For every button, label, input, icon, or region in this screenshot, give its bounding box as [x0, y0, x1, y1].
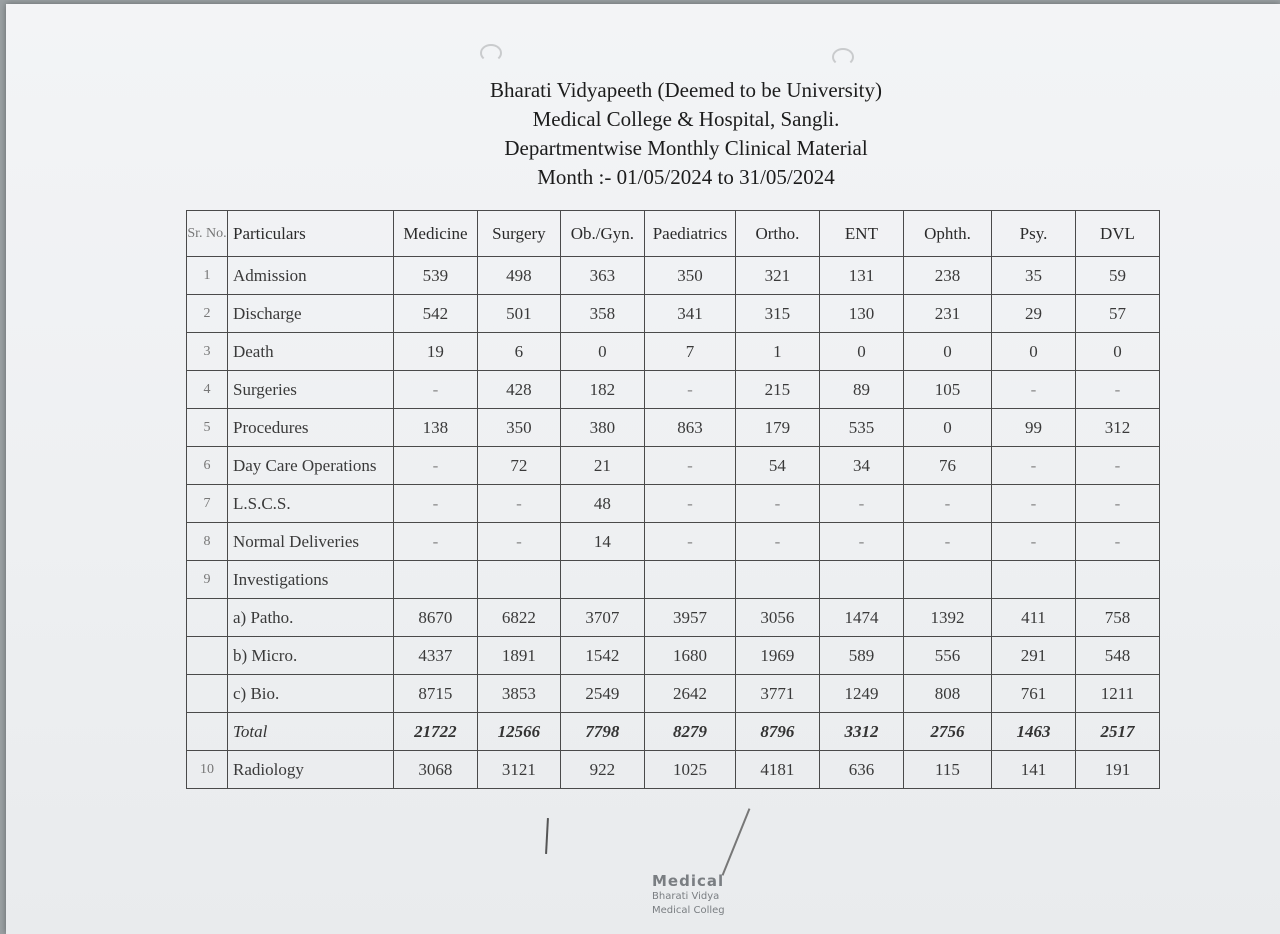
table-cell: -	[393, 523, 478, 561]
table-cell: 138	[393, 409, 478, 447]
column-header-particulars: Particulars	[227, 211, 393, 257]
table-cell: 4337	[393, 637, 478, 675]
table-cell: -	[819, 523, 903, 561]
table-cell: -	[393, 371, 478, 409]
column-header-psy: Psy.	[992, 211, 1076, 257]
table-cell: 191	[1075, 751, 1159, 789]
table-cell: 1891	[478, 637, 560, 675]
table-cell: 1211	[1075, 675, 1159, 713]
row-sr-number: 7	[187, 485, 228, 523]
table-cell: 350	[478, 409, 560, 447]
table-cell: 501	[478, 295, 560, 333]
institution-name: Bharati Vidyapeeth (Deemed to be University)	[490, 78, 882, 102]
table-row	[187, 561, 1160, 599]
row-sr-number	[187, 713, 228, 751]
table-cell: 0	[903, 333, 991, 371]
table-cell: 758	[1075, 599, 1159, 637]
table-cell: 238	[903, 257, 991, 295]
column-header-ortho: Ortho.	[735, 211, 819, 257]
table-row	[187, 713, 1160, 751]
table-cell: -	[992, 485, 1076, 523]
table-cell: 2756	[903, 713, 991, 751]
table-cell: -	[1075, 371, 1159, 409]
table-cell: 21	[560, 447, 645, 485]
table-cell: 0	[903, 409, 991, 447]
table-cell: 808	[903, 675, 991, 713]
table-row	[187, 371, 1160, 409]
table-cell: 7798	[560, 713, 645, 751]
table-cell: 358	[560, 295, 645, 333]
table-row	[187, 751, 1160, 789]
table-cell: 411	[992, 599, 1076, 637]
row-sr-number	[187, 599, 228, 637]
report-title: Departmentwise Monthly Clinical Material	[504, 136, 868, 160]
table-header-row	[187, 211, 1160, 257]
table-cell: -	[819, 485, 903, 523]
table-cell: 99	[992, 409, 1076, 447]
table-cell: 1969	[735, 637, 819, 675]
table-cell: 350	[645, 257, 736, 295]
table-cell: 57	[1075, 295, 1159, 333]
column-header-obgyn: Ob./Gyn.	[560, 211, 645, 257]
table-cell: 1680	[645, 637, 736, 675]
table-row	[187, 257, 1160, 295]
column-header-sr: Sr. No.	[187, 211, 228, 257]
table-cell: 130	[819, 295, 903, 333]
row-label: b) Micro.	[227, 637, 393, 675]
table-cell: 1392	[903, 599, 991, 637]
row-sr-number: 4	[187, 371, 228, 409]
row-sr-number: 2	[187, 295, 228, 333]
table-cell: 8670	[393, 599, 478, 637]
row-sr-number: 5	[187, 409, 228, 447]
table-cell: 35	[992, 257, 1076, 295]
table-row	[187, 295, 1160, 333]
table-cell: -	[735, 523, 819, 561]
column-header-paediatrics: Paediatrics	[645, 211, 736, 257]
table-cell: 8715	[393, 675, 478, 713]
table-cell: 589	[819, 637, 903, 675]
table-cell: 1249	[819, 675, 903, 713]
row-label: Radiology	[227, 751, 393, 789]
row-label: Discharge	[227, 295, 393, 333]
table-cell: 6	[478, 333, 560, 371]
table-cell: 8279	[645, 713, 736, 751]
table-body	[187, 257, 1160, 789]
table-cell: 76	[903, 447, 991, 485]
punch-hole	[480, 44, 502, 62]
table-cell: 2549	[560, 675, 645, 713]
table-cell: 0	[819, 333, 903, 371]
table-cell: 131	[819, 257, 903, 295]
table-cell: 341	[645, 295, 736, 333]
row-label: Normal Deliveries	[227, 523, 393, 561]
stamp-line: Medical	[652, 872, 725, 890]
row-label: Procedures	[227, 409, 393, 447]
table-cell: 54	[735, 447, 819, 485]
table-cell: 363	[560, 257, 645, 295]
table-cell: 1542	[560, 637, 645, 675]
table-cell: -	[1075, 447, 1159, 485]
table-cell: 48	[560, 485, 645, 523]
table-cell: 3707	[560, 599, 645, 637]
table-cell: 291	[992, 637, 1076, 675]
table-cell	[393, 561, 478, 599]
table-cell: 0	[560, 333, 645, 371]
row-label: Day Care Operations	[227, 447, 393, 485]
row-sr-number: 8	[187, 523, 228, 561]
row-label: Death	[227, 333, 393, 371]
row-label: Investigations	[227, 561, 393, 599]
table-cell	[735, 561, 819, 599]
table-cell: 7	[645, 333, 736, 371]
table-cell: -	[478, 485, 560, 523]
table-cell	[1075, 561, 1159, 599]
table-cell: -	[992, 523, 1076, 561]
table-cell: 548	[1075, 637, 1159, 675]
table-cell: -	[393, 485, 478, 523]
table-cell: 19	[393, 333, 478, 371]
table-cell: 231	[903, 295, 991, 333]
table-cell: 542	[393, 295, 478, 333]
table-cell: 72	[478, 447, 560, 485]
table-cell: 761	[992, 675, 1076, 713]
column-header-medicine: Medicine	[393, 211, 478, 257]
table-cell: 2517	[1075, 713, 1159, 751]
stamp-line: Bharati Vidya	[652, 891, 720, 902]
row-label: a) Patho.	[227, 599, 393, 637]
row-label: L.S.C.S.	[227, 485, 393, 523]
column-header-ent: ENT	[819, 211, 903, 257]
table-row	[187, 599, 1160, 637]
column-header-dvl: DVL	[1075, 211, 1159, 257]
table-cell: 29	[992, 295, 1076, 333]
table-cell: -	[645, 485, 736, 523]
table-cell: 12566	[478, 713, 560, 751]
table-cell: 380	[560, 409, 645, 447]
table-cell: 4181	[735, 751, 819, 789]
row-label: Total	[227, 713, 393, 751]
column-header-surgery: Surgery	[478, 211, 560, 257]
table-cell: 636	[819, 751, 903, 789]
table-cell	[903, 561, 991, 599]
table-cell	[645, 561, 736, 599]
table-cell: 539	[393, 257, 478, 295]
table-cell: 105	[903, 371, 991, 409]
row-sr-number	[187, 675, 228, 713]
table-cell: 8796	[735, 713, 819, 751]
table-cell: 3121	[478, 751, 560, 789]
report-period: Month :- 01/05/2024 to 31/05/2024	[537, 165, 835, 189]
table-cell: -	[478, 523, 560, 561]
table-cell: 34	[819, 447, 903, 485]
table-cell: -	[645, 523, 736, 561]
table-cell: 0	[992, 333, 1076, 371]
table-cell: 14	[560, 523, 645, 561]
stamp-line: Medical Colleg	[652, 905, 725, 916]
table-cell: 59	[1075, 257, 1159, 295]
table-cell: 3853	[478, 675, 560, 713]
document-header	[386, 76, 986, 192]
table-cell	[819, 561, 903, 599]
table-cell: 21722	[393, 713, 478, 751]
table-cell: 535	[819, 409, 903, 447]
institution-stamp	[652, 872, 792, 918]
table-cell: -	[645, 371, 736, 409]
table-cell: -	[992, 371, 1076, 409]
row-label: c) Bio.	[227, 675, 393, 713]
table-cell: 182	[560, 371, 645, 409]
table-cell: 3957	[645, 599, 736, 637]
table-cell: 3068	[393, 751, 478, 789]
table-cell: 556	[903, 637, 991, 675]
table-row	[187, 523, 1160, 561]
table-cell: -	[903, 485, 991, 523]
table-cell: 922	[560, 751, 645, 789]
table-cell: 1	[735, 333, 819, 371]
table-cell: 863	[645, 409, 736, 447]
table-cell: 6822	[478, 599, 560, 637]
table-row	[187, 637, 1160, 675]
table-cell: 179	[735, 409, 819, 447]
table-cell: -	[903, 523, 991, 561]
table-cell: 1474	[819, 599, 903, 637]
table-cell: 312	[1075, 409, 1159, 447]
table-cell: -	[393, 447, 478, 485]
row-sr-number: 9	[187, 561, 228, 599]
punch-hole	[832, 48, 854, 66]
table-cell: 315	[735, 295, 819, 333]
table-row	[187, 675, 1160, 713]
table-cell	[992, 561, 1076, 599]
row-label: Surgeries	[227, 371, 393, 409]
table-row	[187, 409, 1160, 447]
table-cell	[478, 561, 560, 599]
table-cell: 3056	[735, 599, 819, 637]
table-cell: 0	[1075, 333, 1159, 371]
table-row	[187, 485, 1160, 523]
table-cell: 115	[903, 751, 991, 789]
table-row	[187, 333, 1160, 371]
table-cell: 2642	[645, 675, 736, 713]
table-cell: -	[1075, 485, 1159, 523]
row-label: Admission	[227, 257, 393, 295]
table-cell: 215	[735, 371, 819, 409]
column-header-ophth: Ophth.	[903, 211, 991, 257]
table-cell: -	[645, 447, 736, 485]
row-sr-number	[187, 637, 228, 675]
table-cell: 1025	[645, 751, 736, 789]
college-name: Medical College & Hospital, Sangli.	[532, 107, 840, 131]
row-sr-number: 1	[187, 257, 228, 295]
table-cell: 3771	[735, 675, 819, 713]
table-cell: 498	[478, 257, 560, 295]
table-cell: -	[992, 447, 1076, 485]
table-row	[187, 447, 1160, 485]
table-cell: 3312	[819, 713, 903, 751]
table-cell: -	[1075, 523, 1159, 561]
row-sr-number: 6	[187, 447, 228, 485]
table-cell: 141	[992, 751, 1076, 789]
table-cell: 1463	[992, 713, 1076, 751]
table-cell: 89	[819, 371, 903, 409]
table-cell: 428	[478, 371, 560, 409]
clinical-material-table	[186, 210, 1160, 789]
table-cell	[560, 561, 645, 599]
table-cell: -	[735, 485, 819, 523]
row-sr-number: 3	[187, 333, 228, 371]
row-sr-number: 10	[187, 751, 228, 789]
table-cell: 321	[735, 257, 819, 295]
